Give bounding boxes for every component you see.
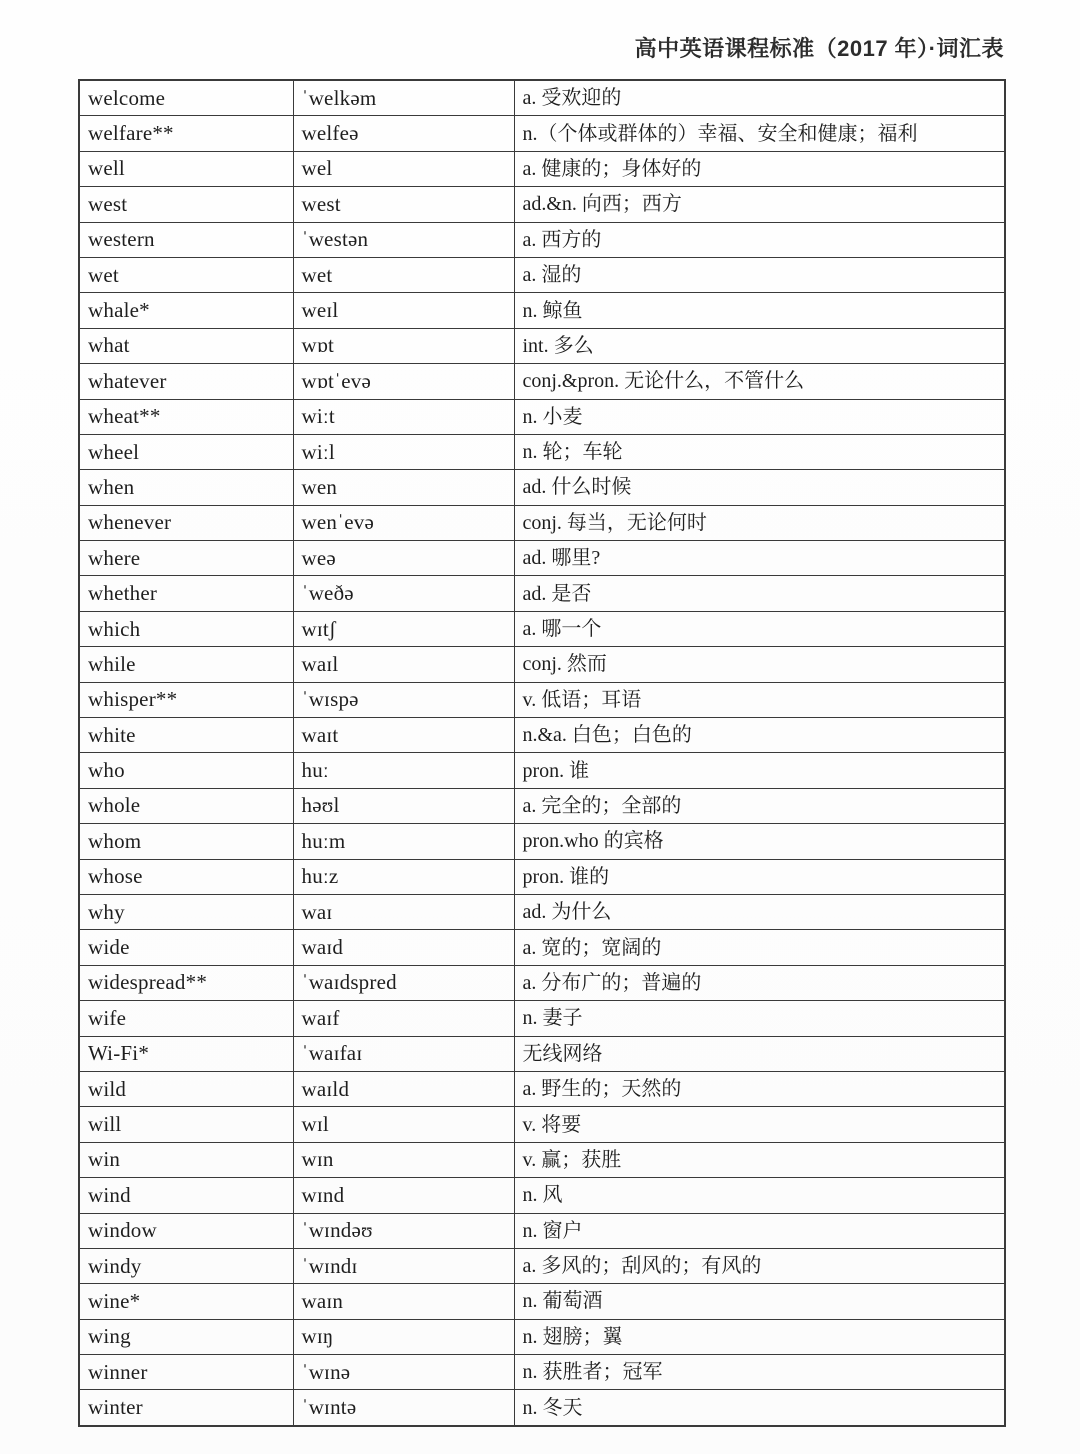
phonetic-cell: huːm bbox=[293, 824, 514, 859]
word-cell: whole bbox=[79, 788, 293, 823]
phonetic-cell: wɒt bbox=[293, 328, 514, 363]
definition-cell: n. 妻子 bbox=[514, 1001, 1005, 1036]
phonetic-cell: ˈwaɪfaɪ bbox=[293, 1036, 514, 1071]
table-row bbox=[79, 1001, 1005, 1036]
table-row bbox=[79, 187, 1005, 222]
table-row bbox=[79, 1107, 1005, 1142]
table-row bbox=[79, 824, 1005, 859]
word-cell: wild bbox=[79, 1071, 293, 1106]
table-row bbox=[79, 1284, 1005, 1319]
phonetic-cell: weɪl bbox=[293, 293, 514, 328]
vocab-table-body bbox=[79, 80, 1005, 1426]
definition-cell: v. 将要 bbox=[514, 1107, 1005, 1142]
definition-cell: a. 多风的；刮风的；有风的 bbox=[514, 1248, 1005, 1283]
word-cell: wet bbox=[79, 257, 293, 292]
word-cell: welcome bbox=[79, 80, 293, 116]
definition-cell: a. 分布广的；普遍的 bbox=[514, 965, 1005, 1000]
phonetic-cell: həʊl bbox=[293, 788, 514, 823]
definition-cell: n. 翅膀；翼 bbox=[514, 1319, 1005, 1354]
word-cell: white bbox=[79, 718, 293, 753]
table-row bbox=[79, 257, 1005, 292]
table-row bbox=[79, 434, 1005, 469]
phonetic-cell: wet bbox=[293, 257, 514, 292]
phonetic-cell: wiːt bbox=[293, 399, 514, 434]
word-cell: wide bbox=[79, 930, 293, 965]
table-row bbox=[79, 1319, 1005, 1354]
phonetic-cell: wɪŋ bbox=[293, 1319, 514, 1354]
table-row bbox=[79, 1213, 1005, 1248]
definition-cell: conj. 每当，无论何时 bbox=[514, 505, 1005, 540]
definition-cell: n. 鲸鱼 bbox=[514, 293, 1005, 328]
phonetic-cell: wɪnd bbox=[293, 1178, 514, 1213]
phonetic-cell: ˈwɪndəʊ bbox=[293, 1213, 514, 1248]
table-row bbox=[79, 1142, 1005, 1177]
table-row bbox=[79, 151, 1005, 186]
table-row bbox=[79, 1036, 1005, 1071]
definition-cell: n. 轮；车轮 bbox=[514, 434, 1005, 469]
definition-cell: a. 西方的 bbox=[514, 222, 1005, 257]
phonetic-cell: waɪt bbox=[293, 718, 514, 753]
table-row bbox=[79, 753, 1005, 788]
phonetic-cell: wiːl bbox=[293, 434, 514, 469]
table-row bbox=[79, 965, 1005, 1000]
word-cell: which bbox=[79, 611, 293, 646]
definition-cell: int. 多么 bbox=[514, 328, 1005, 363]
word-cell: who bbox=[79, 753, 293, 788]
table-row bbox=[79, 1355, 1005, 1390]
phonetic-cell: wɪtʃ bbox=[293, 611, 514, 646]
table-row bbox=[79, 541, 1005, 576]
phonetic-cell: ˈwɪndɪ bbox=[293, 1248, 514, 1283]
word-cell: when bbox=[79, 470, 293, 505]
word-cell: wheel bbox=[79, 434, 293, 469]
definition-cell: pron. 谁的 bbox=[514, 859, 1005, 894]
phonetic-cell: waɪld bbox=[293, 1071, 514, 1106]
word-cell: wine* bbox=[79, 1284, 293, 1319]
phonetic-cell: ˈweðə bbox=[293, 576, 514, 611]
table-row bbox=[79, 576, 1005, 611]
table-row bbox=[79, 470, 1005, 505]
definition-cell: pron.who 的宾格 bbox=[514, 824, 1005, 859]
word-cell: win bbox=[79, 1142, 293, 1177]
definition-cell: ad. 什么时候 bbox=[514, 470, 1005, 505]
definition-cell: ad. 哪里? bbox=[514, 541, 1005, 576]
word-cell: while bbox=[79, 647, 293, 682]
phonetic-cell: ˈwelkəm bbox=[293, 80, 514, 116]
word-cell: windy bbox=[79, 1248, 293, 1283]
definition-cell: ad. 为什么 bbox=[514, 894, 1005, 929]
phonetic-cell: ˈwɪnə bbox=[293, 1355, 514, 1390]
definition-cell: 无线网络 bbox=[514, 1036, 1005, 1071]
phonetic-cell: wɪl bbox=[293, 1107, 514, 1142]
definition-cell: n. 窗户 bbox=[514, 1213, 1005, 1248]
vocabulary-table bbox=[78, 79, 1006, 1427]
phonetic-cell: ˈwestən bbox=[293, 222, 514, 257]
page-header-title: 高中英语课程标准（2017 年）·词汇表 bbox=[634, 36, 1004, 61]
definition-cell: a. 完全的；全部的 bbox=[514, 788, 1005, 823]
table-row bbox=[79, 718, 1005, 753]
phonetic-cell: waɪf bbox=[293, 1001, 514, 1036]
table-row bbox=[79, 505, 1005, 540]
table-row bbox=[79, 647, 1005, 682]
phonetic-cell: huːz bbox=[293, 859, 514, 894]
definition-cell: n. 冬天 bbox=[514, 1390, 1005, 1426]
definition-cell: n. 葡萄酒 bbox=[514, 1284, 1005, 1319]
definition-cell: a. 哪一个 bbox=[514, 611, 1005, 646]
phonetic-cell: welfeə bbox=[293, 116, 514, 151]
phonetic-cell: wen bbox=[293, 470, 514, 505]
table-row bbox=[79, 611, 1005, 646]
word-cell: whale* bbox=[79, 293, 293, 328]
word-cell: why bbox=[79, 894, 293, 929]
word-cell: wife bbox=[79, 1001, 293, 1036]
definition-cell: a. 湿的 bbox=[514, 257, 1005, 292]
definition-cell: a. 宽的；宽阔的 bbox=[514, 930, 1005, 965]
definition-cell: n. 获胜者；冠军 bbox=[514, 1355, 1005, 1390]
phonetic-cell: ˈwɪntə bbox=[293, 1390, 514, 1426]
table-row bbox=[79, 116, 1005, 151]
word-cell: whisper** bbox=[79, 682, 293, 717]
word-cell: whom bbox=[79, 824, 293, 859]
definition-cell: conj. 然而 bbox=[514, 647, 1005, 682]
word-cell: whatever bbox=[79, 364, 293, 399]
phonetic-cell: waɪ bbox=[293, 894, 514, 929]
table-row bbox=[79, 364, 1005, 399]
table-row bbox=[79, 788, 1005, 823]
table-row bbox=[79, 1071, 1005, 1106]
table-row bbox=[79, 930, 1005, 965]
word-cell: what bbox=[79, 328, 293, 363]
word-cell: west bbox=[79, 187, 293, 222]
definition-cell: a. 健康的；身体好的 bbox=[514, 151, 1005, 186]
word-cell: widespread** bbox=[79, 965, 293, 1000]
word-cell: wheat** bbox=[79, 399, 293, 434]
table-row bbox=[79, 859, 1005, 894]
phonetic-cell: waɪl bbox=[293, 647, 514, 682]
word-cell: welfare** bbox=[79, 116, 293, 151]
word-cell: whether bbox=[79, 576, 293, 611]
table-row bbox=[79, 682, 1005, 717]
word-cell: wind bbox=[79, 1178, 293, 1213]
definition-cell: n.（个体或群体的）幸福、安全和健康；福利 bbox=[514, 116, 1005, 151]
word-cell: wing bbox=[79, 1319, 293, 1354]
definition-cell: pron. 谁 bbox=[514, 753, 1005, 788]
table-row bbox=[79, 1390, 1005, 1426]
word-cell: western bbox=[79, 222, 293, 257]
phonetic-cell: ˈwaɪdspred bbox=[293, 965, 514, 1000]
definition-cell: ad.&n. 向西；西方 bbox=[514, 187, 1005, 222]
word-cell: Wi-Fi* bbox=[79, 1036, 293, 1071]
definition-cell: v. 低语；耳语 bbox=[514, 682, 1005, 717]
definition-cell: v. 赢；获胜 bbox=[514, 1142, 1005, 1177]
word-cell: window bbox=[79, 1213, 293, 1248]
definition-cell: n.&a. 白色；白色的 bbox=[514, 718, 1005, 753]
phonetic-cell: west bbox=[293, 187, 514, 222]
phonetic-cell: huː bbox=[293, 753, 514, 788]
word-cell: whose bbox=[79, 859, 293, 894]
word-cell: well bbox=[79, 151, 293, 186]
word-cell: where bbox=[79, 541, 293, 576]
word-cell: winter bbox=[79, 1390, 293, 1426]
phonetic-cell: wenˈevə bbox=[293, 505, 514, 540]
word-cell: will bbox=[79, 1107, 293, 1142]
phonetic-cell: wɪn bbox=[293, 1142, 514, 1177]
phonetic-cell: ˈwɪspə bbox=[293, 682, 514, 717]
phonetic-cell: waɪn bbox=[293, 1284, 514, 1319]
phonetic-cell: wel bbox=[293, 151, 514, 186]
table-row bbox=[79, 399, 1005, 434]
word-cell: whenever bbox=[79, 505, 293, 540]
definition-cell: n. 风 bbox=[514, 1178, 1005, 1213]
table-row bbox=[79, 80, 1005, 116]
table-row bbox=[79, 222, 1005, 257]
definition-cell: conj.&pron. 无论什么，不管什么 bbox=[514, 364, 1005, 399]
definition-cell: ad. 是否 bbox=[514, 576, 1005, 611]
table-row bbox=[79, 328, 1005, 363]
phonetic-cell: wɒtˈevə bbox=[293, 364, 514, 399]
word-cell: winner bbox=[79, 1355, 293, 1390]
table-row bbox=[79, 894, 1005, 929]
table-row bbox=[79, 1178, 1005, 1213]
phonetic-cell: weə bbox=[293, 541, 514, 576]
definition-cell: n. 小麦 bbox=[514, 399, 1005, 434]
definition-cell: a. 野生的；天然的 bbox=[514, 1071, 1005, 1106]
definition-cell: a. 受欢迎的 bbox=[514, 80, 1005, 116]
table-row bbox=[79, 1248, 1005, 1283]
table-row bbox=[79, 293, 1005, 328]
phonetic-cell: waɪd bbox=[293, 930, 514, 965]
